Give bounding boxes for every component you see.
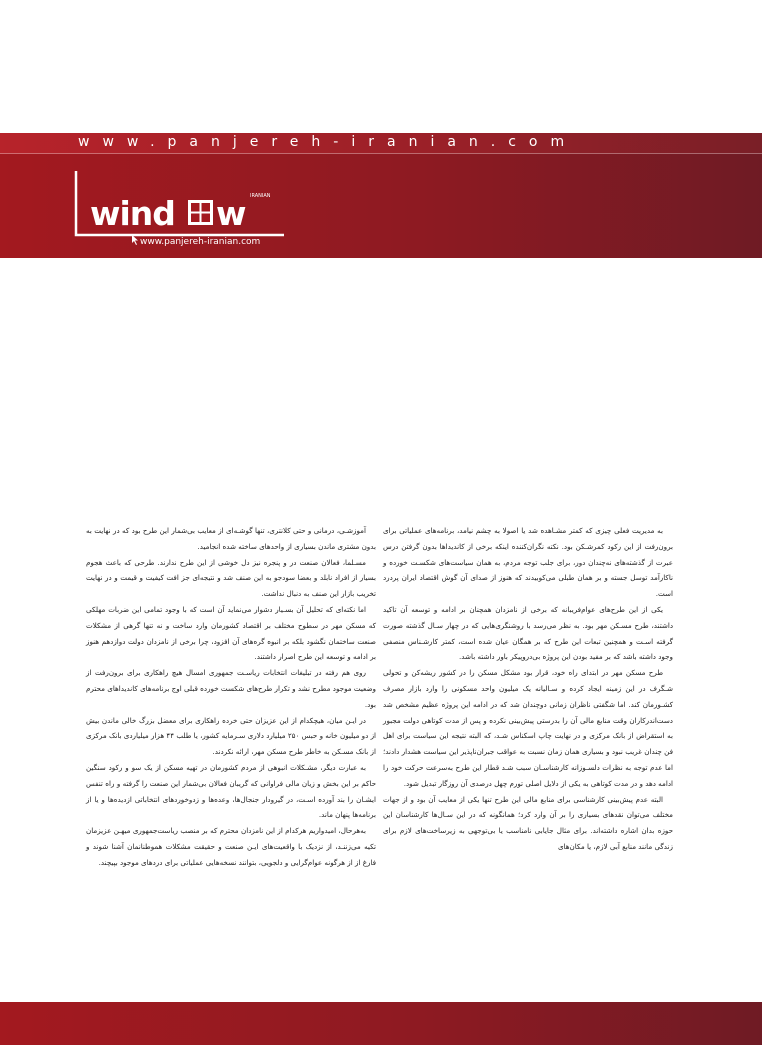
- svg-text:wind: wind: [90, 194, 175, 233]
- paragraph: در ایـن میان، هیچکدام از این عزیزان حتی خرده راهکاری برای معضل بزرگ خالی ماندن بیش از دو میلیون خانه و حبس ۲۵۰ میلیارد دلاری سـرمایه کشور، یا طلب ۴۴ هزار میلیاردی بانک مرکزی از بانک مسـکن به خاطر طرح مسکن مهر، ارائه نکردند.: [86, 715, 377, 757]
- url-strip: [0, 133, 762, 154]
- header-banner: [0, 133, 762, 258]
- paragraph: روی هم رفته در تبلیغات انتخابات ریاسـت جمهوری امسال هیچ راهکاری برای برون‌رفت از وضعیت موجود مطرح نشد و تکرار طرح‌های شکست خورده قبلی اوج برنامه‌های کاندیداهای محترم بود.: [86, 668, 376, 709]
- paragraph: آموزشـی، درمانی و حتی کلانتری، تنها گوشـه‌ای از معایب بی‌شمار این طرح بود که در نهایت به بدون مشتری ماندن بسیاری از واحدهای ساخته شده انجامید.: [86, 526, 376, 551]
- article-column-right: [383, 523, 673, 855]
- site-url[interactable]: www.panjereh-iranian.com: [78, 134, 578, 150]
- article-column-left: [86, 523, 376, 871]
- svg-text:IRANIAN: IRANIAN: [250, 193, 271, 199]
- paragraph: البته عدم پیش‌بینی کارشناسی برای منابع مالی این طرح تنها یکی از معایب آن بود و از جهات مختلف می‌توان نقدهای بسیاری را بر آن وارد کرد؛ همانگونه که در این سـال‌ها کارشناسان این حوزه بدان اشاره داشته‌اند. برای مثال جایابی نامناسب یا بی‌توجهی به زیرساخت‌های لازم برای زندگی مانند منابع آبی لازم، یا مکان‌های: [383, 794, 673, 851]
- paragraph: طرح مسکن مهر در ابتدای راه خود، قرار بود مشکل مسکن را در کشور ریشه‌کن و تحولی شـگرف در این زمینه ایجاد کرده و سـالیانه یک میلیون واحد مسکونی را وارد بازار مصرف کشـورمان کند. اما شگفتی ناظران زمانی دوچندان شد که در ادامه این پروژه عظیم مشخص شد دست‌اندرکاران وقت منابع مالی آن را بدرستی پیش‌بینی نکرده و پس از مدت کوتاهی دولت مجبور به استقراض از بانک مرکزی و در نهایت چاپ اسکناس شـد، که البته نتیجه این سیاست برای اهل فن چندان غریب نبود و بسیاری همان زمان نسبت به عواقب جبران‌ناپذیر این سیاست هشدار دادند؛ اما عدم توجه به نظرات دلسـوزانه کارشناسـان سبب شـد قطار این طرح به‌سرعت حرکت خود را ادامه دهد و در مدت کوتاهی به یکی از دلایل اصلی تورم چهل درصدی آن روزگار تبدیل شود.: [383, 668, 673, 788]
- paragraph: به مدیریت فعلی چیزی که کمتر مشـاهده شد یا اصولا به چشم نیامد، برنامه‌های عملیاتی برای برون‌رفت از این رکود کمرشـکن بود. نکته نگران‌کننده اینکه برخی از کاندیداها بدون گرفتن درس عبرت از گذشته‌های نه‌چندان دور، برای جلب توجه مردم، به همان سیاست‌های شکسـت خورده و ناکارآمد توسل جسته و بر همان طبلی می‌کوبیدند که هنوز از صدای آن گوش اقتصاد ایران پردرد است.: [383, 526, 673, 599]
- footer-band: [0, 1002, 762, 1045]
- paragraph: اما نکته‌ای که تحلیل آن بسـیار دشوار می‌نماید آن است که با وجود تمامی این ضربات مهلکی که مسکن مهر در سطوح مختلف بر اقتصاد کشورمان وارد ساخت و نه تنها گرهی از مشکلات صنعت ساختمان نگشود بلکه بر انبوه گره‌های آن افزود، چرا برخی از نامزدان دولت دوازدهم هنوز بر ادامه و توسعه این طرح اصرار داشتند.: [86, 604, 376, 662]
- svg-text:www.panjereh-iranian.com: www.panjereh-iranian.com: [140, 237, 261, 247]
- svg-text:w: w: [216, 194, 246, 233]
- window-logo-icon: [70, 165, 290, 250]
- paragraph: به عبارت دیگر، مشـکلات انبوهی از مردم کشورمان در تهیه مسکن از یک سو و رکود سنگین حاکم بر این بخش و زیان مالی فراوانی که گریبان فعالان بی‌شمار این صنعت را گرفته و راه تنفس ایشـان را بند آورده اسـت، در گیرودار جنجال‌ها، وعده‌ها و زدوخوردهای انتخاباتی ازدیده‌ها و یا از برنامه‌ها پنهان ماند.: [86, 762, 376, 820]
- paragraph: یکی از این طرح‌های عوام‌فریبانه که برخی از نامزدان همچنان بر ادامه و توسعه آن تاکید داشتند، طرح مسـکن مهر بود. به نظر می‌رسد با روشنگری‌هایی که در چهار سـال گذشته صورت گرفته اسـت و همچنین تبعات این طرح که بر همگان عیان شده است، کمتر کارشـناس منصفی وجود داشته باشد که بر مفید بودن این پروژه بی‌درو‌پیکر باور داشته باشد.: [383, 604, 673, 662]
- paragraph: مسـلما، فعالان صنعت در و پنجره نیز دل خوشی از این طرح ندارند. طرحی که باعث هجوم بسیار از افراد نابلد و بعضا سودجو به این صنف شد و نتیجه‌ای جز افت کیفیت و قیمت و در نهایت تخریب بازار این صنف به دنبال نداشت.: [86, 557, 376, 599]
- paragraph: به‌هرحال، امیدواریم هرکدام از این نامزدان محترم که بر منصب ریاست‌جمهوری میهـن عزیزمان تکیه می‌زننـد، از نزدیک با واقعیت‌های ایـن صنعت و حقیقت مشکلات هموطنانمان آشنا شوند و فارغ از از هرگونه عوام‌گرایی و دلجویی، بتوانند نسخه‌هایی عملیاتی برای دردهای موجود بپیچند.: [86, 826, 376, 867]
